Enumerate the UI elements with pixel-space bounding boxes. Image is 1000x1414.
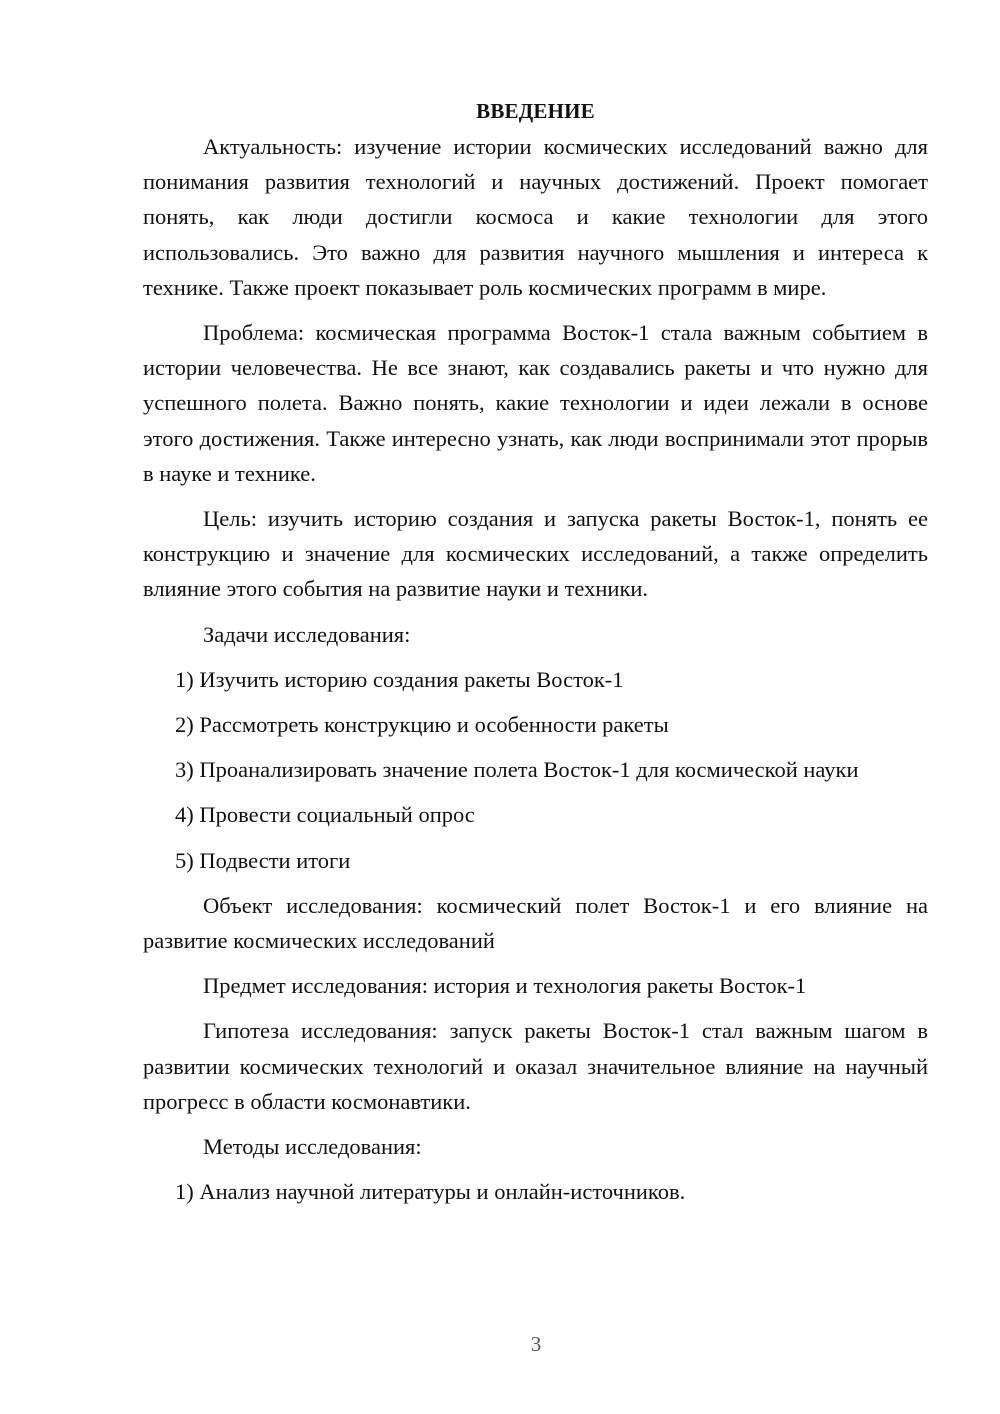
task-item-1: 1) Изучить историю создания ракеты Восток-1 [175, 666, 624, 692]
task-item-4: 4) Провести социальный опрос [175, 802, 475, 828]
subject-paragraph: Предмет исследования: история и технология ракеты Восток-1 [203, 973, 807, 999]
goal-paragraph: Цель: изучить историю создания и запуска ракеты Восток-1, понять ее конструкцию и значение для космических исследований, а также определить влияние этого события на развитие науки и техники. [143, 506, 928, 602]
page-number: 3 [530, 1332, 542, 1356]
task-item-3: 3) Проанализировать значение полета Восток-1 для космической науки [175, 757, 859, 783]
relevance-paragraph: Актуальность: изучение истории космических исследований важно для понимания развития технологий и научных достижений. Проект помогает понять, как люди достигли космоса и какие технологии для этого использовались. Это важно для развития научного мышления и интереса к технике. Также проект показывает роль космических программ в мире. [143, 134, 928, 300]
task-item-2: 2) Рассмотреть конструкцию и особенности ракеты [175, 712, 669, 738]
page-content [143, 94, 928, 1209]
method-item-1: 1) Анализ научной литературы и онлайн-источников. [175, 1179, 686, 1205]
hypothesis-paragraph: Гипотеза исследования: запуск ракеты Восток-1 стал важным шагом в развитии космических технологий и оказал значительное влияние на научный прогресс в области космонавтики. [143, 1018, 928, 1114]
object-paragraph: Объект исследования: космический полет Восток-1 и его влияние на развитие космических исследований [143, 892, 928, 954]
tasks-title: Задачи исследования: [203, 621, 411, 647]
section-heading: ВВЕДЕНИЕ [476, 99, 595, 123]
task-item-5: 5) Подвести итоги [175, 847, 351, 873]
methods-title: Методы исследования: [203, 1134, 422, 1160]
problem-paragraph: Проблема: космическая программа Восток-1 стала важным событием в истории человечества. Не все знают, как создавались ракеты и что нужно для успешного полета. Важно понять, какие технологии и идеи лежали в основе этого достижения. Также интересно узнать, как люди воспринимали этот прорыв в науке и технике. [143, 320, 928, 486]
